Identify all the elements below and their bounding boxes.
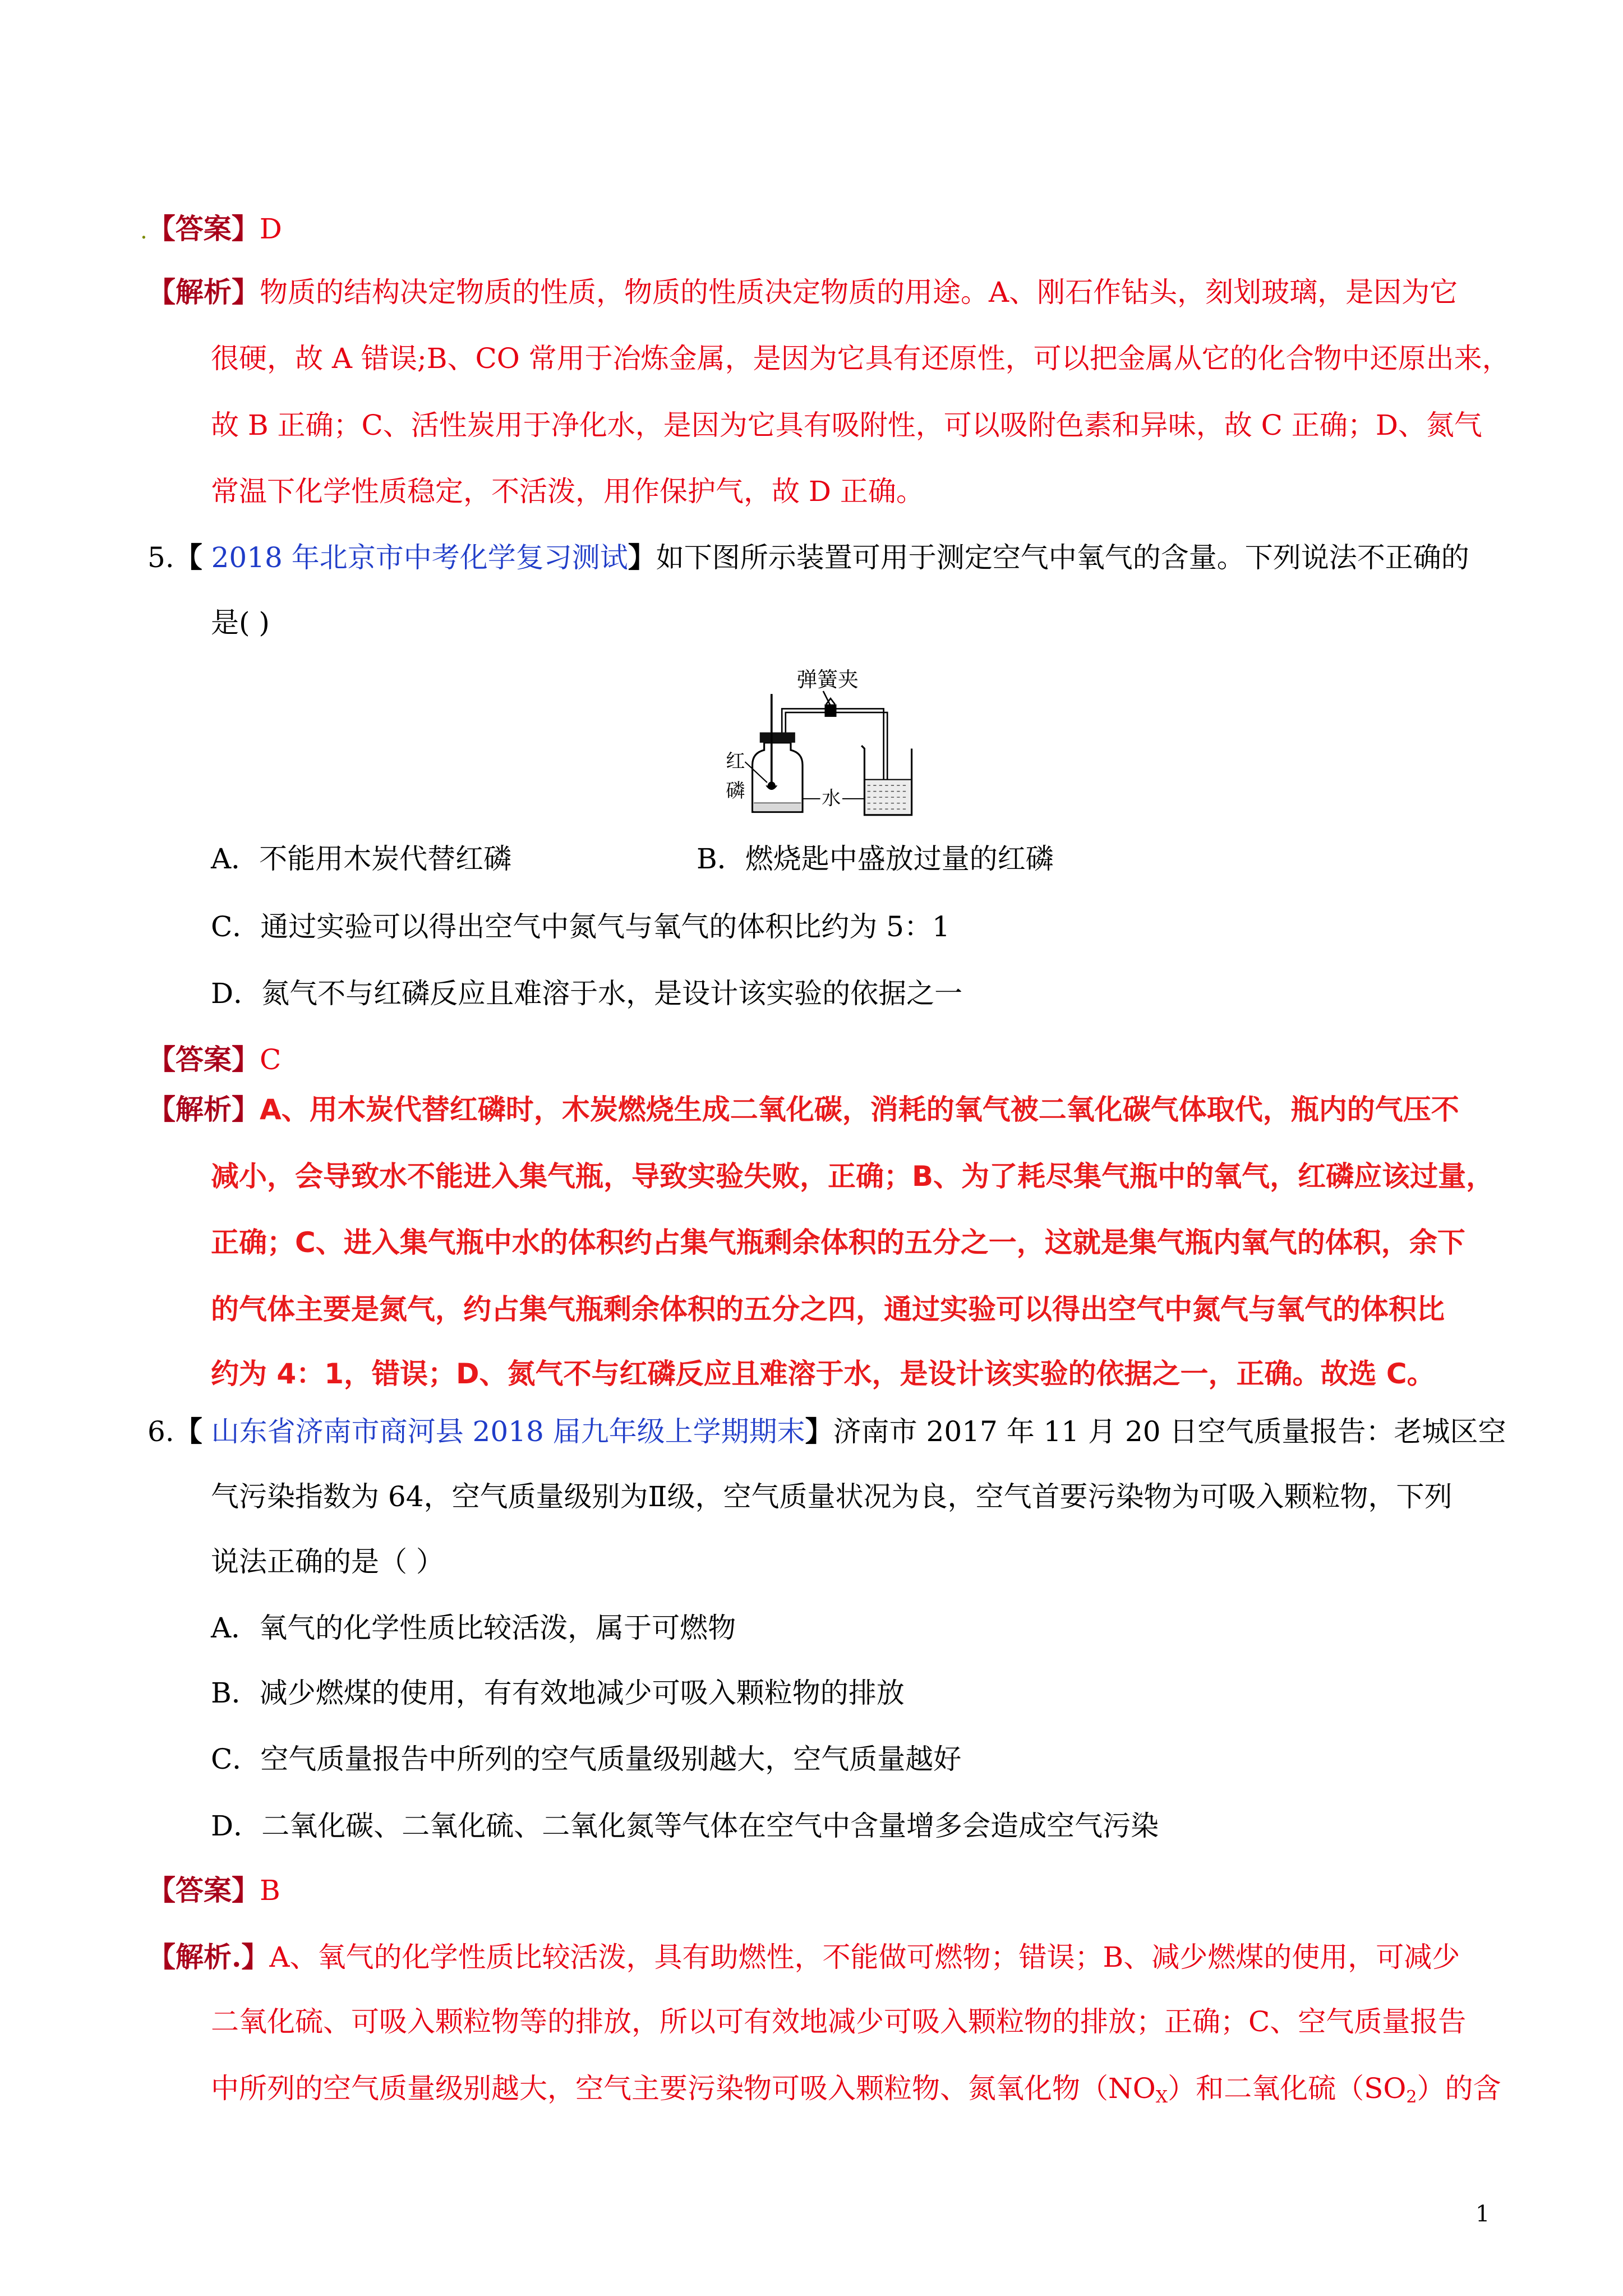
q5-stem-line-2: 是( ) xyxy=(211,606,270,639)
spring-clip-icon xyxy=(824,705,836,717)
gas-bottle xyxy=(753,743,803,812)
q6-option-b: B．减少燃煤的使用，有有效地减少可吸入颗粒物的排放 xyxy=(211,1677,905,1709)
q5-source: 2018 年北京市中考化学复习测试 xyxy=(202,541,628,574)
q6-analysis-text: A、氧气的化学性质比较活泼，具有助燃性，不能做可燃物；错误；B、减少燃煤的使用，可减少 xyxy=(269,1941,1460,1973)
q5-option-c: C．通过实验可以得出空气中氮气与氧气的体积比约为 5：1 xyxy=(211,910,950,943)
q6-stem-line-2: 气污染指数为 64，空气质量级别为Ⅱ级，空气质量状况为良，空气首要污染物为可吸入颗粒物，下列 xyxy=(211,1480,1453,1513)
q6-answer-value: B xyxy=(260,1874,280,1907)
q6-answer-line xyxy=(147,1874,1488,1907)
q5-analysis-label: 【解析】 xyxy=(147,1093,260,1126)
q6-option-c: C．空气质量报告中所列的空气质量级别越大，空气质量越好 xyxy=(211,1743,962,1775)
q5-analysis-line-2: 减小，会导致水不能进入集气瓶，导致实验失败，正确；B、为了耗尽集气瓶中的氧气，红磷应该过量， xyxy=(211,1160,1495,1193)
q5-source-close: 】 xyxy=(628,541,656,574)
q4-answer-value: D xyxy=(259,213,282,245)
q4-answer-label: 【答案】 xyxy=(147,212,260,245)
page-number: 1 xyxy=(1476,2201,1490,2227)
q4-answer-line xyxy=(140,212,1486,246)
q6-answer-label: 【答案】 xyxy=(147,1874,260,1907)
q6-source-open: 【 xyxy=(174,1415,202,1448)
q6-analysis-part-1: 中所列的空气质量级别越大，空气主要污染物可吸入颗粒物、氮氧化物（NO xyxy=(211,2072,1156,2105)
q4-analysis-line-1 xyxy=(147,275,1488,309)
q5-analysis-text: A、用木炭代替红磷时，木炭燃烧生成二氧化碳，消耗的氧气被二氧化碳气体取代，瓶内的气压不 xyxy=(260,1093,1459,1126)
q6-option-d: D．二氧化碳、二氧化硫、二氧化氮等气体在空气中含量增多会造成空气污染 xyxy=(211,1810,1159,1842)
q4-analysis-line-4: 常温下化学性质稳定，不活泼，用作保护气，故 D 正确。 xyxy=(211,475,924,508)
q5-option-b: B．燃烧匙中盛放过量的红磷 xyxy=(697,843,1054,875)
q6-number: 6. xyxy=(147,1415,174,1448)
q6-analysis-part-3: ）的含 xyxy=(1417,2072,1501,2105)
q4-analysis-text: 物质的结构决定物质的性质，物质的性质决定物质的用途。A、刚石作钻头，刻划玻璃，是因为它 xyxy=(260,276,1458,309)
q5-option-a: A．不能用木炭代替红磷 xyxy=(211,843,512,875)
q6-analysis-line-2: 二氧化硫、可吸入颗粒物等的排放，所以可有效地减少可吸入颗粒物的排放；正确；C、空气质量报告 xyxy=(211,2005,1467,2038)
q5-analysis-line-3: 正确；C、进入集气瓶中水的体积约占集气瓶剩余体积的五分之一，这就是集气瓶内氧气的体积，余下 xyxy=(211,1226,1465,1259)
q6-source: 山东省济南市商河县 2018 届九年级上学期期末 xyxy=(202,1415,805,1448)
figure-label-phosphorus-1: 红 xyxy=(726,750,745,773)
q4-analysis-label: 【解析】 xyxy=(147,275,260,309)
q6-analysis-part-2: ）和二氧化硫（SO xyxy=(1168,2072,1407,2105)
q4-answer-dot: . xyxy=(140,218,147,244)
q6-stem-line-3: 说法正确的是（ ） xyxy=(211,1545,444,1578)
q6-option-a: A．氧气的化学性质比较活泼，属于可燃物 xyxy=(211,1612,736,1644)
q5-answer-label: 【答案】 xyxy=(147,1043,260,1076)
figure-label-water: 水 xyxy=(822,787,841,810)
q5-analysis-line-1 xyxy=(147,1093,1488,1126)
q6-analysis-line-3 xyxy=(211,2072,1501,2107)
q5-analysis-line-4: 的气体主要是氮气，约占集气瓶剩余体积的五分之四，通过实验可以得出空气中氮气与氧气的体积比 xyxy=(211,1293,1445,1326)
figure-label-clip: 弹簧夹 xyxy=(796,668,859,692)
q6-stem-text: 济南市 2017 年 11 月 20 日空气质量报告：老城区空 xyxy=(833,1415,1506,1448)
q6-analysis-label: 【解析.】 xyxy=(147,1940,270,1973)
q5-stem-line-1 xyxy=(147,541,1488,574)
q5-apparatus-figure xyxy=(723,661,922,820)
figure-label-phosphorus-2: 磷 xyxy=(726,780,745,803)
q6-analysis-sub-x: X xyxy=(1155,2087,1168,2107)
q5-number: 5. xyxy=(147,541,174,574)
q4-analysis-line-2: 很硬，故 A 错误;B、CO 常用于冶炼金属，是因为它具有还原性，可以把金属从它的化合物中还原出来， xyxy=(211,342,1510,375)
red-phosphorus-icon xyxy=(768,781,776,789)
q6-stem-line-1 xyxy=(147,1415,1506,1448)
q5-analysis-line-5: 约为 4：1，错误；D、氮气不与红磷反应且难溶于水，是设计该实验的依据之一，正确。故选 C。 xyxy=(211,1358,1435,1390)
q5-source-open: 【 xyxy=(174,541,202,574)
q6-analysis-line-1 xyxy=(147,1940,1488,1974)
q6-analysis-sub-2: 2 xyxy=(1406,2087,1417,2107)
q4-analysis-line-3: 故 B 正确；C、活性炭用于净化水，是因为它具有吸附性，可以吸附色素和异味，故 C 正确；D、氮气 xyxy=(211,409,1482,441)
q5-option-d: D．氮气不与红磷反应且难溶于水，是设计该实验的依据之一 xyxy=(211,977,963,1010)
bottle-water xyxy=(754,803,801,811)
q5-stem-text: 如下图所示装置可用于测定空气中氧气的含量。下列说法不正确的 xyxy=(656,541,1469,574)
bottle-stopper xyxy=(760,733,795,743)
q5-answer-line xyxy=(147,1043,1488,1076)
q5-answer-value: C xyxy=(260,1043,282,1076)
q6-source-close: 】 xyxy=(805,1415,833,1448)
